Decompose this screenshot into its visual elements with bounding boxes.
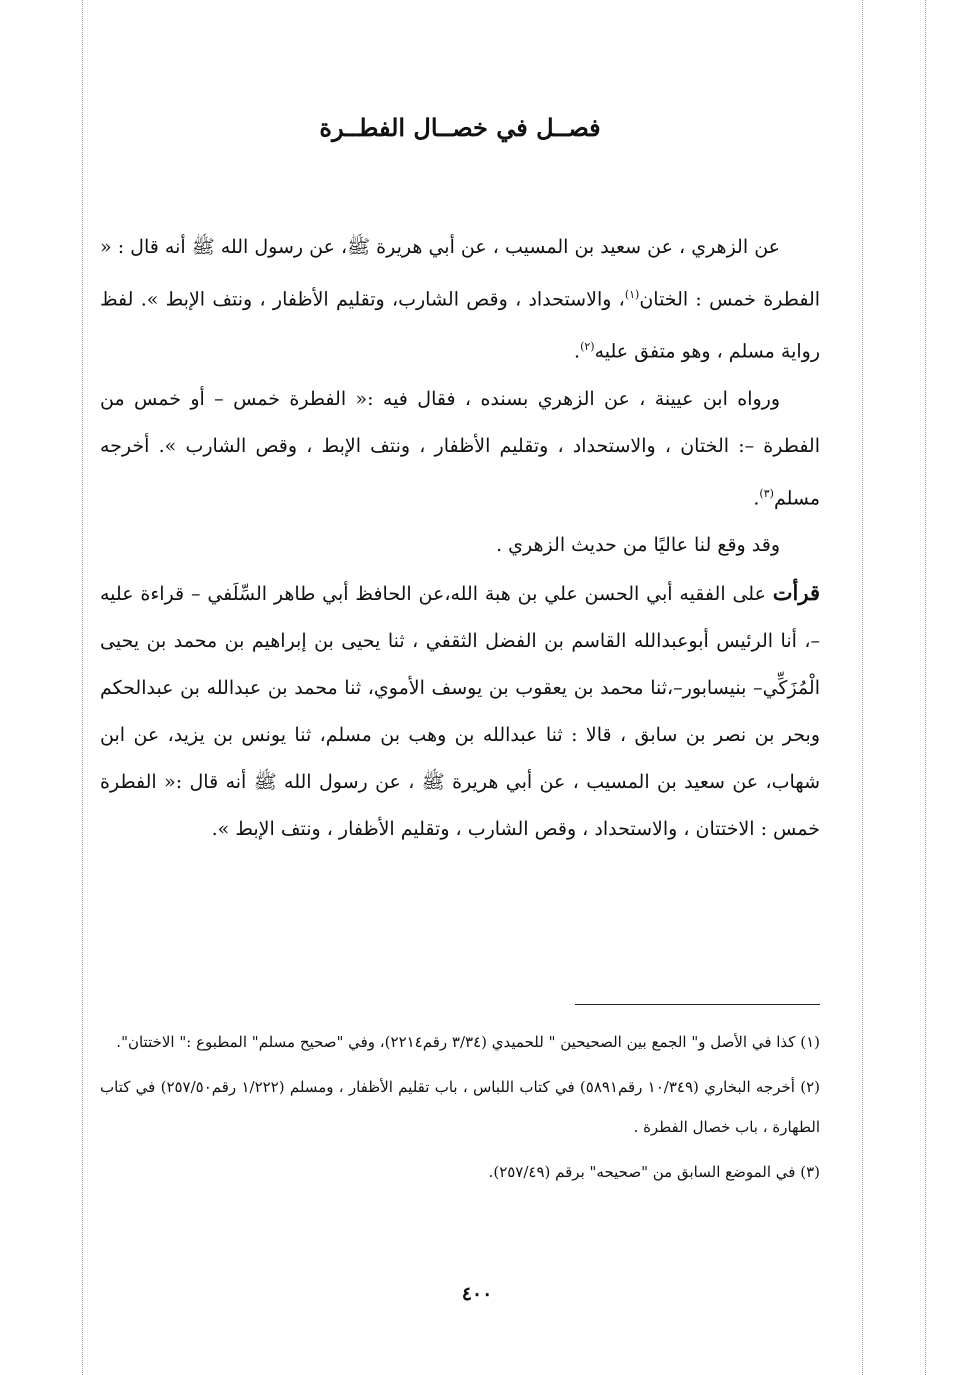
- paragraph-4-lead-word: قرأت: [772, 579, 820, 605]
- margin-guide-far-right: [925, 0, 926, 1375]
- paragraph-1: [100, 224, 820, 376]
- paragraph-3-text: وقد وقع لنا عاليًا من حديث الزهري .: [496, 533, 780, 556]
- paragraph-4: [100, 569, 820, 853]
- paragraph-2-tail: .: [753, 486, 760, 509]
- footnote-3: (٣) في الموضع السابق من "صحيحه" برقم (٢٥٧/٤٩).: [488, 1163, 820, 1181]
- footnote-2: (٢) أخرجه البخاري (١٠/٣٤٩ رقم٥٨٩١) في كتاب اللباس ، باب تقليم الأظفار ، ومسلم (١/٢٢٢ رقم٢٥٧/٥٠) في كتاب الطهارة ، باب خصال الفطرة .: [100, 1078, 820, 1136]
- footnote-1: (١) كذا في الأصل و" الجمع بين الصحيحين " للحميدي (٣/٣٤ رقم٢٢١٤)، وفي "صحيح مسلم" المطبوع :" الاختتان".: [116, 1033, 820, 1051]
- page-body: [100, 100, 820, 853]
- paragraph-2: [100, 376, 820, 522]
- paragraph-1-text: عن الزهري ، عن سعيد بن المسيب ، عن أبي هريرة ﷺ، عن رسول الله ﷺ أنه قال : « الفطرة خمس : الختان: [100, 236, 821, 311]
- footnote-separator: [575, 1004, 820, 1005]
- paragraph-1-end: .: [574, 340, 581, 363]
- main-text: [100, 224, 820, 853]
- footnote-ref-1: (١): [624, 288, 640, 301]
- footnote-ref-2: (٢): [580, 340, 595, 354]
- footnote-ref-3: (٣): [759, 486, 774, 500]
- paragraph-3: [100, 522, 820, 569]
- paragraph-1-tail: ، والاستحداد ، وقص الشارب، وتقليم الأظفار ، ونتف الإبط ». لفظ رواية مسلم ، وهو متفق عليه: [100, 288, 820, 363]
- footnotes: [100, 1022, 820, 1197]
- page-number: ٤٠٠: [461, 1283, 493, 1305]
- paragraph-2-text: ورواه ابن عيينة ، عن الزهري بسنده ، فقال فيه :« الفطرة خمس – أو خمس من الفطرة –: الختان ، والاستحداد ، وتقليم الأظفار ، ونتف الإبط ، وقص الشارب ». أخرجه مسلم: [100, 387, 820, 509]
- margin-guide-left: [82, 0, 83, 1375]
- chapter-title: فصــل في خصــال الفطــرة: [319, 113, 601, 142]
- paragraph-4-text: على الفقيه أبي الحسن علي بن هبة الله،عن الحافظ أبي طاهر السِّلَفي – قراءة عليه –، أنا الرئيس أبوعبدالله القاسم بن الفضل الثقفي ، ثنا يحيى بن إبراهيم بن محمد بن يحيى الْمُزَكِّي– بنيسابور–،ثنا محمد بن يعقوب بن يوسف الأموي، ثنا محمد بن عبدالله بن عبدالحكم وبحر بن نصر بن سابق ، قالا : ثنا عبدالله بن وهب بن مسلم، ثنا يونس بن يزيد، عن ابن شهاب، عن سعيد بن المسيب ، عن أبي هريرة ﷺ ، عن رسول الله ﷺ أنه قال :« الفطرة خمس : الاختتان ، والاستحداد ، وقص الشارب ، وتقليم الأظفار ، ونتف الإبط ».: [100, 582, 820, 840]
- margin-guide-right: [862, 0, 863, 1375]
